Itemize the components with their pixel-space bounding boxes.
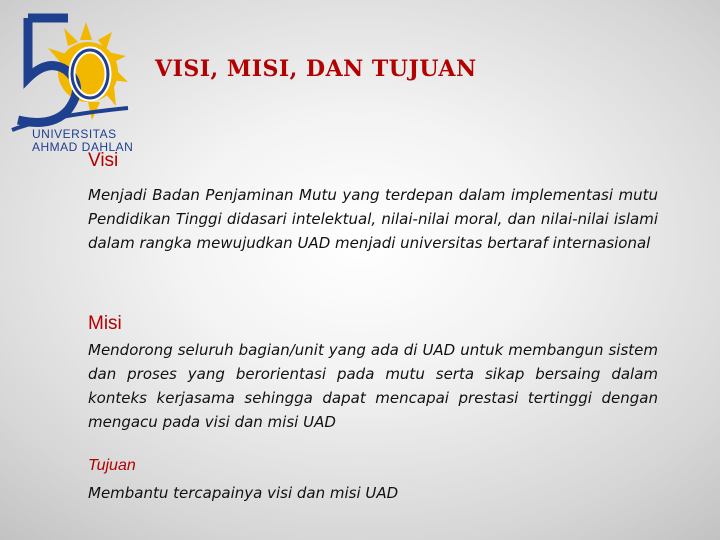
- logo-emblem-icon: [8, 8, 138, 133]
- visi-heading: Visi: [88, 150, 119, 171]
- tujuan-heading: Tujuan: [88, 457, 136, 474]
- page-title: VISI, MISI, DAN TUJUAN: [155, 56, 477, 82]
- university-logo: [8, 8, 138, 158]
- logo-text-line2: AHMAD DAHLAN: [32, 140, 134, 154]
- tujuan-text: Membantu tercapainya visi dan misi UAD: [88, 484, 399, 502]
- visi-text: Menjadi Badan Penjaminan Mutu yang terdepan dalam implementasi mutu Pendidikan Tinggi didasari intelektual, nilai-nilai moral, dan nilai-nilai islami dalam rangka mewujudkan UAD menjadi universitas bertaraf internasional: [88, 186, 658, 252]
- misi-heading: Misi: [88, 313, 122, 334]
- logo-text-line1: UNIVERSITAS: [32, 127, 117, 141]
- misi-text: Mendorong seluruh bagian/unit yang ada di UAD untuk membangun sistem dan proses yang berorientasi pada mutu serta sikap bersaing dalam konteks kerjasama sehingga dapat mencapai prestasi tertinggi dengan mengacu pada visi dan misi UAD: [88, 341, 658, 431]
